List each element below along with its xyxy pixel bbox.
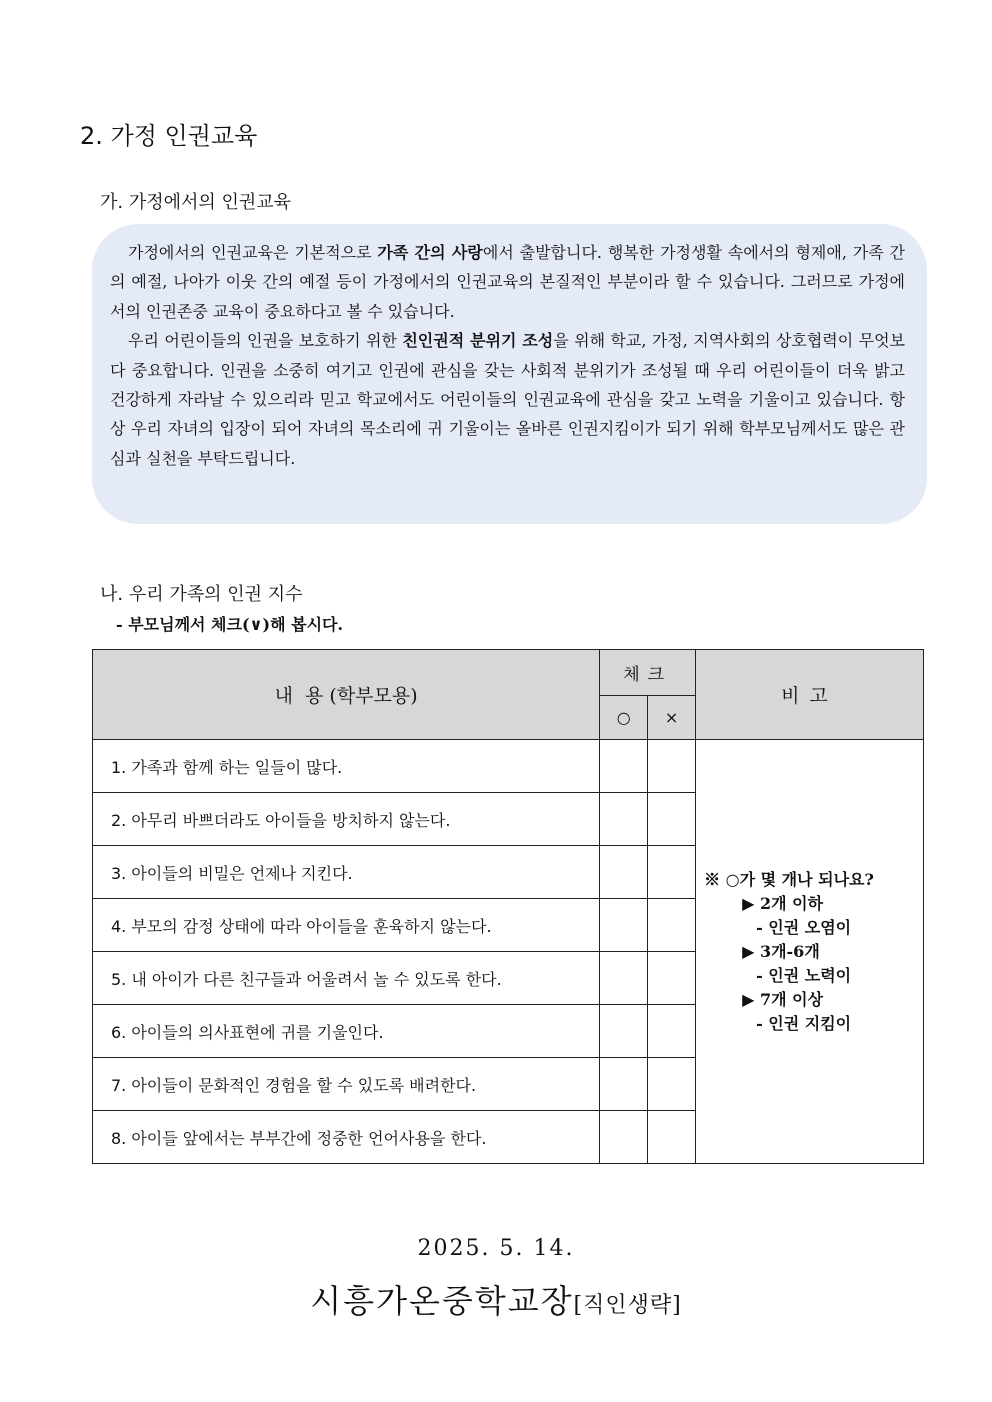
note-line: ▶ 2개 이하 (742, 893, 824, 913)
check-o-cell[interactable] (600, 1005, 648, 1058)
check-o-cell[interactable] (600, 952, 648, 1005)
check-o-cell[interactable] (600, 740, 648, 793)
p1-text-a: 가정에서의 인권교육은 기본적으로 (128, 243, 378, 262)
row-content: 7. 아이들이 문화적인 경험을 할 수 있도록 배려한다. (93, 1058, 600, 1111)
note-line: - 인권 지킴이 (756, 1013, 852, 1033)
row-content: 2. 아무리 바쁘더라도 아이들을 방치하지 않는다. (93, 793, 600, 846)
p1-text-c: 에서 출발합니다. 행복한 가정생활 속에서의 형제애, 가족 간의 예절, 나아가 이웃 간의 예절 등이 가정에서의 인권교육의 본질적인 부분이라 할 수 있습니다. 그러므로 가정에서의 인권존중 교육이 중요하다고 볼 수 있습니다. (110, 243, 905, 321)
header-content: 내 용 (학부모용) (93, 650, 600, 740)
row-content: 6. 아이들의 의사표현에 귀를 기울인다. (93, 1005, 600, 1058)
check-o-cell[interactable] (600, 1111, 648, 1164)
header-check: 체크 (600, 650, 696, 696)
header-note: 비고 (696, 650, 924, 740)
p2-bold: 친인권적 분위기 조성 (402, 331, 554, 351)
subsection-a-title: 가. 가정에서의 인권교육 (100, 192, 292, 213)
note-line: ※ ○가 몇 개나 되나요? (704, 869, 874, 889)
row-content: 1. 가족과 함께 하는 일들이 많다. (93, 740, 600, 793)
p2-text-a: 우리 어린이들의 인권을 보호하기 위한 (128, 331, 403, 351)
check-x-cell[interactable] (648, 1005, 696, 1058)
check-x-cell[interactable] (648, 899, 696, 952)
document-date: 2025. 5. 14. (417, 1236, 575, 1261)
check-x-cell[interactable] (648, 793, 696, 846)
checklist-table (92, 649, 924, 1164)
instruction-text: - 부모님께서 체크(∨)해 봅시다. (116, 615, 344, 634)
stamp-note: [직인생략] (573, 1293, 682, 1318)
row-content: 5. 내 아이가 다른 친구들과 어울려서 놀 수 있도록 한다. (93, 952, 600, 1005)
note-line: ▶ 7개 이상 (742, 989, 824, 1009)
table-row (93, 740, 924, 793)
header-mark-o: ○ (600, 696, 648, 740)
subsection-b-title: 나. 우리 가족의 인권 지수 (100, 584, 303, 605)
check-o-cell[interactable] (600, 899, 648, 952)
signature-name: 시흥가온중학교장 (310, 1282, 574, 1320)
check-x-cell[interactable] (648, 740, 696, 793)
check-x-cell[interactable] (648, 952, 696, 1005)
row-content: 8. 아이들 앞에서는 부부간에 정중한 언어사용을 한다. (93, 1111, 600, 1164)
intro-paragraph-1 (110, 238, 905, 326)
intro-paragraph-2 (110, 326, 905, 473)
intro-box (92, 224, 927, 524)
check-o-cell[interactable] (600, 793, 648, 846)
row-content: 3. 아이들의 비밀은 언제나 지킨다. (93, 846, 600, 899)
row-content: 4. 부모의 감정 상태에 따라 아이들을 훈육하지 않는다. (93, 899, 600, 952)
check-x-cell[interactable] (648, 1111, 696, 1164)
signature-block (0, 1276, 992, 1322)
note-line: - 인권 노력이 (756, 965, 852, 985)
p1-bold: 가족 간의 사랑 (377, 243, 483, 262)
note-cell (696, 740, 924, 1164)
check-x-cell[interactable] (648, 846, 696, 899)
note-line: ▶ 3개-6개 (742, 941, 820, 961)
check-x-cell[interactable] (648, 1058, 696, 1111)
check-o-cell[interactable] (600, 846, 648, 899)
section-title: 2. 가정 인권교육 (80, 122, 258, 150)
p2-text-c: 을 위해 학교, 가정, 지역사회의 상호협력이 무엇보다 중요합니다. 인권을 소중히 여기고 인권에 관심을 갖는 사회적 분위기가 조성될 때 우리 어린이들이 더욱 밝고 건강하게 자라날 수 있으리라 믿고 학교에서도 어린이들의 인권교육에 관심을 갖고 노력을 기울이고 있습니다. 항상 우리 자녀의 입장이 되어 자녀의 목소리에 귀 기울이는 올바른 인권지킴이가 되기 위해 학부모님께서도 많은 관심과 실천을 부탁드립니다. (110, 331, 905, 468)
header-mark-x: × (648, 696, 696, 740)
check-o-cell[interactable] (600, 1058, 648, 1111)
note-line: - 인권 오염이 (756, 917, 852, 937)
